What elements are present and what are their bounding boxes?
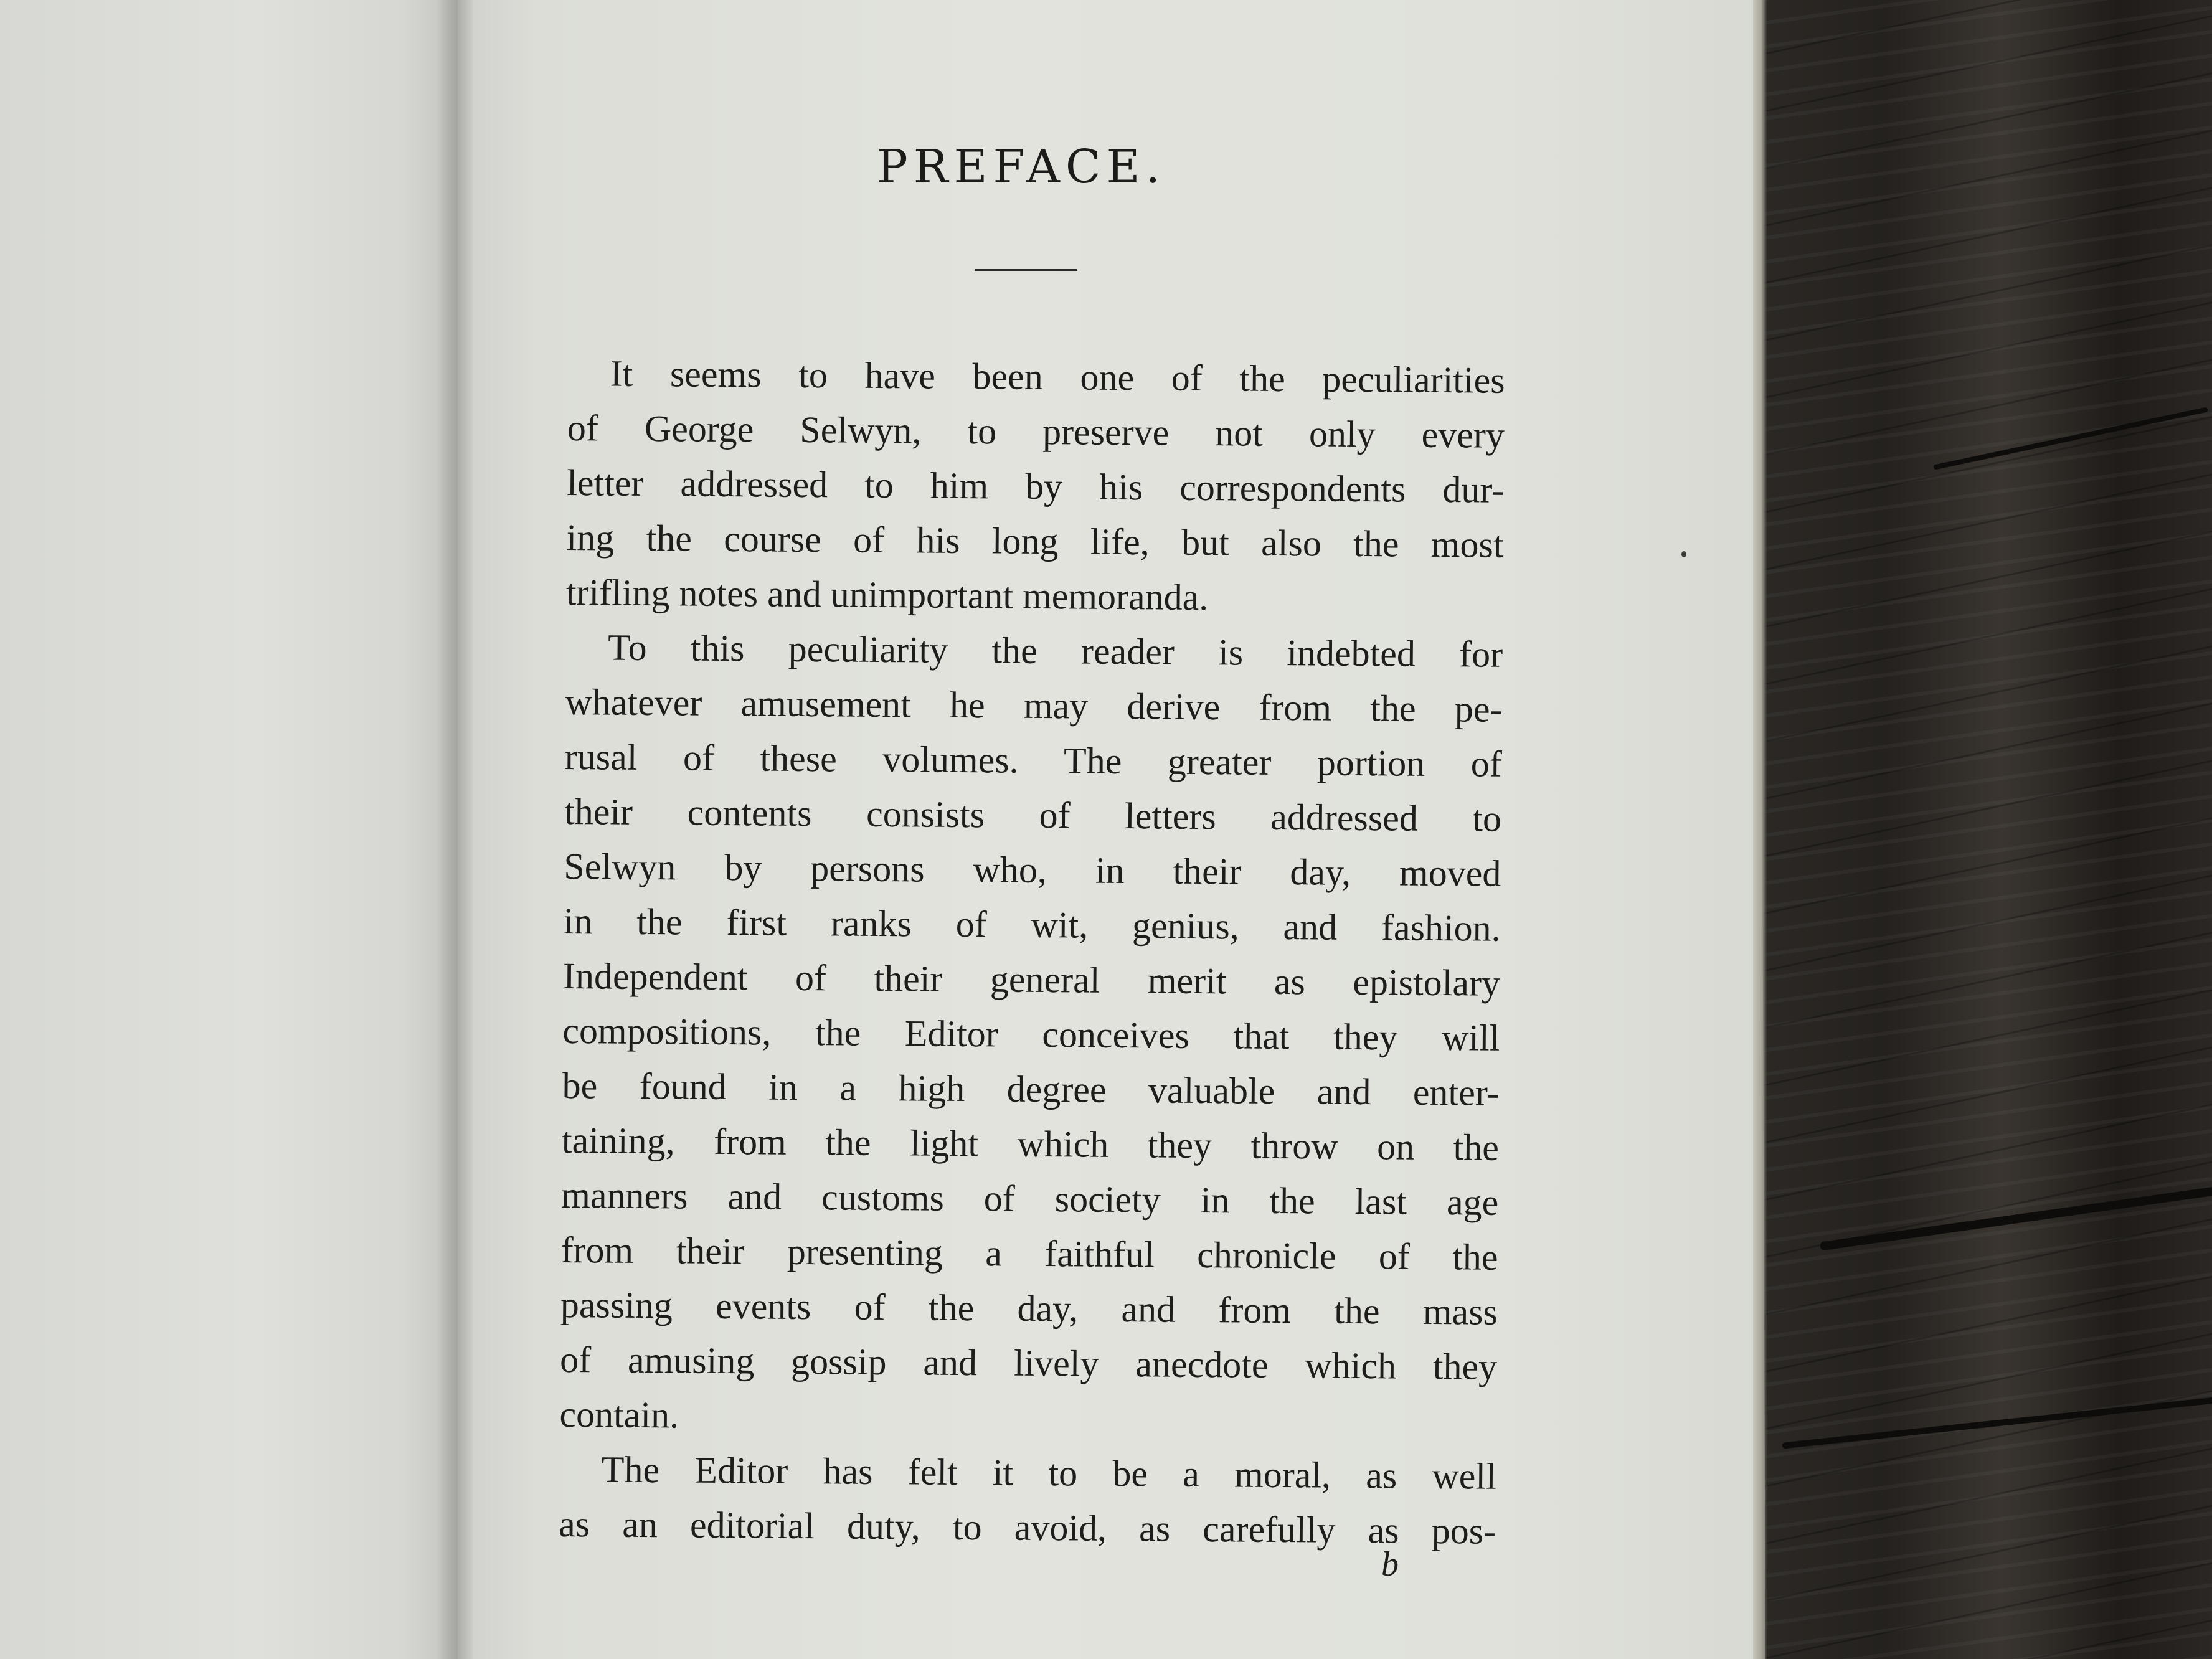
text-line: their contents consists of letters addressed to xyxy=(564,790,1502,839)
text-line: in the first ranks of wit, genius, and fashion. xyxy=(563,900,1501,949)
text-line: be found in a high degree valuable and enter- xyxy=(562,1064,1500,1113)
text-line: rusal of these volumes. The greater portion of xyxy=(564,735,1503,785)
text-line: The Editor has felt it to be a moral, as well xyxy=(601,1449,1497,1497)
text-line: To this peculiarity the reader is indebted for xyxy=(607,626,1503,675)
text-line: Independent of their general merit as epistolary xyxy=(562,955,1501,1004)
title-rule xyxy=(975,269,1077,271)
wood-crack xyxy=(1820,1187,2212,1251)
page-title: PREFACE. xyxy=(876,140,1166,194)
text-line: ing the course of his long life, but also the most xyxy=(566,516,1504,565)
page-edge xyxy=(1753,0,1767,1659)
text-line: It seems to have been one of the peculiarities xyxy=(610,352,1505,401)
text-line: trifling notes and unimportant memoranda. xyxy=(565,571,1209,618)
left-blank-page xyxy=(0,0,458,1659)
text-line: letter addressed to him by his correspondents dur- xyxy=(567,461,1505,511)
text-line: of George Selwyn, to preserve not only every xyxy=(567,407,1505,456)
text-line: compositions, the Editor conceives that they will xyxy=(562,1009,1500,1059)
text-line: manners and customs of society in the last age xyxy=(561,1174,1499,1223)
text-line: as an editorial duty, to avoid, as carefully as pos- xyxy=(558,1503,1496,1552)
wood-crack xyxy=(1782,1397,2212,1449)
preface-text xyxy=(559,346,1505,1559)
text-line: contain. xyxy=(559,1393,679,1436)
text-line: whatever amusement he may derive from the pe- xyxy=(565,681,1503,730)
wooden-background xyxy=(1744,0,2212,1659)
wood-crack xyxy=(1933,407,2208,470)
text-line: passing events of the day, and from the mass xyxy=(560,1283,1498,1333)
text-line: from their presenting a faithful chronicle of the xyxy=(560,1229,1498,1278)
text-line: taining, from the light which they throw on the xyxy=(561,1119,1500,1168)
text-line: Selwyn by persons who, in their day, moved xyxy=(564,845,1501,894)
book-gutter xyxy=(436,0,473,1659)
text-line: of amusing gossip and lively anecdote which they xyxy=(559,1338,1498,1387)
signature-mark: b xyxy=(1381,1545,1399,1584)
paper-speck xyxy=(1681,551,1686,557)
